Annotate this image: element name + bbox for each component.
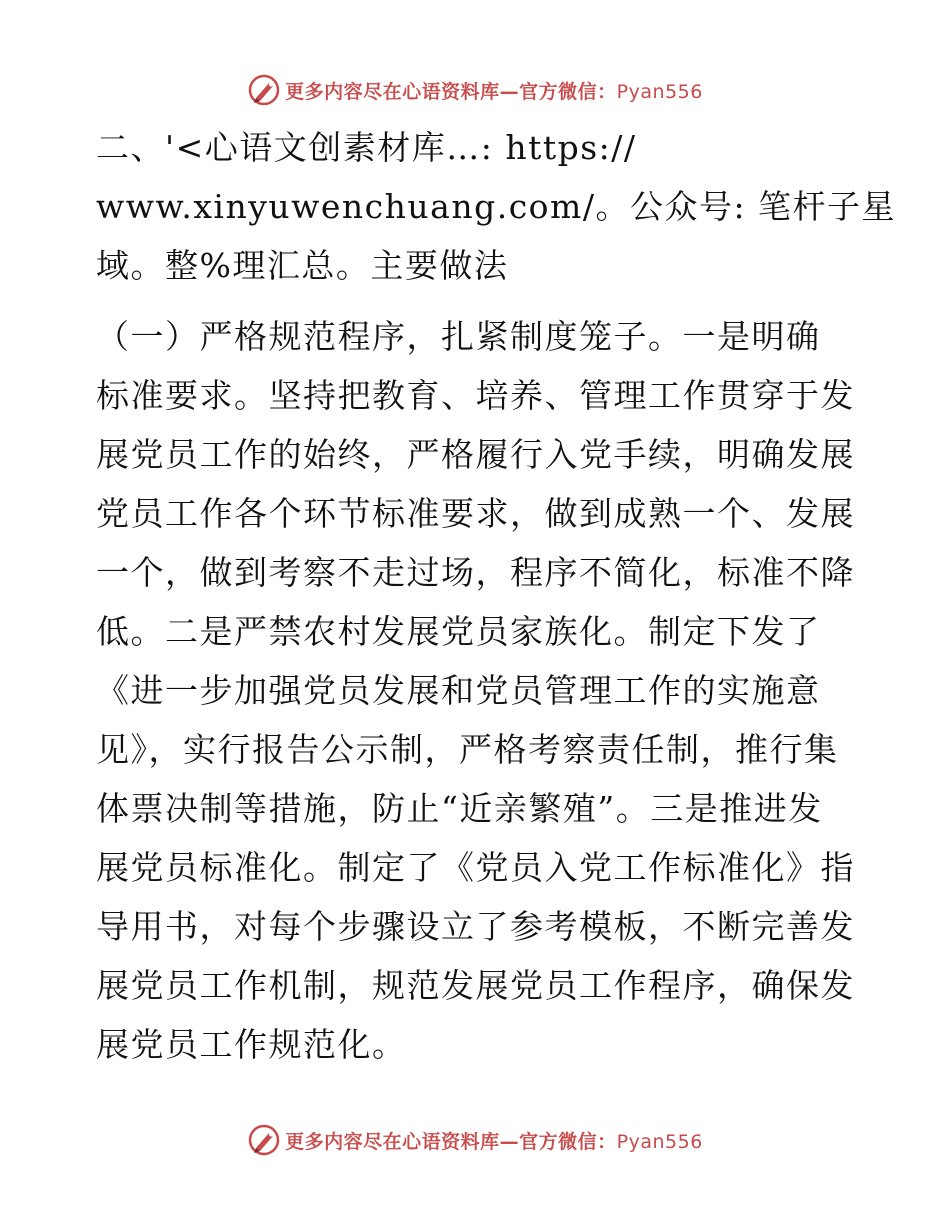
body-line: 体票决制等措施，防止“近亲繁殖”。三是推进发 (96, 789, 823, 828)
body-line: 党员工作各个环节标准要求，做到成熟一个、发展 (96, 494, 855, 533)
header-watermark (0, 70, 950, 110)
body-line: 低。二是严禁农村发展党员家族化。制定下发了 (96, 612, 821, 651)
watermark-text: 更多内容尽在心语资料库—官方微信： (285, 1130, 617, 1153)
body-line: 标准要求。坚持把教育、培养、管理工作贯穿于发 (96, 376, 855, 415)
body-line: 展党员工作机制，规范发展党员工作程序，确保发 (96, 966, 855, 1005)
watermark-wechat-id: Pyan556 (616, 80, 703, 103)
heading-line: 域。整%理汇总。主要做法 (96, 246, 509, 285)
pen-logo-icon (247, 1123, 281, 1157)
heading-line: 二、'<心语文创素材库…: https:// (96, 128, 637, 167)
body-line: 见》，实行报告公示制，严格考察责任制，推行集 (96, 730, 839, 769)
document-body (96, 118, 897, 1074)
pen-logo-icon (247, 73, 281, 107)
heading-line: www.xinyuwenchuang.com/。公众号: 笔杆子星 (96, 187, 897, 226)
watermark-wechat-id: Pyan556 (616, 1130, 703, 1153)
body-line: 《进一步加强党员发展和党员管理工作的实施意 (96, 671, 821, 710)
body-line: 导用书，对每个步骤设立了参考模板，不断完善发 (96, 907, 855, 946)
footer-watermark (0, 1120, 950, 1160)
section-heading (96, 118, 897, 295)
body-line: 一个，做到考察不走过场，程序不简化，标准不降 (96, 553, 855, 592)
body-line: 展党员工作规范化。 (96, 1025, 407, 1064)
body-line: 展党员标准化。制定了《党员入党工作标准化》指 (96, 848, 855, 887)
watermark-text: 更多内容尽在心语资料库—官方微信： (285, 80, 617, 103)
body-line: 展党员工作的始终，严格履行入党手续，明确发展 (96, 435, 855, 474)
body-line: （一）严格规范程序，扎紧制度笼子。一是明确 (96, 317, 821, 356)
body-paragraph (96, 307, 856, 1074)
